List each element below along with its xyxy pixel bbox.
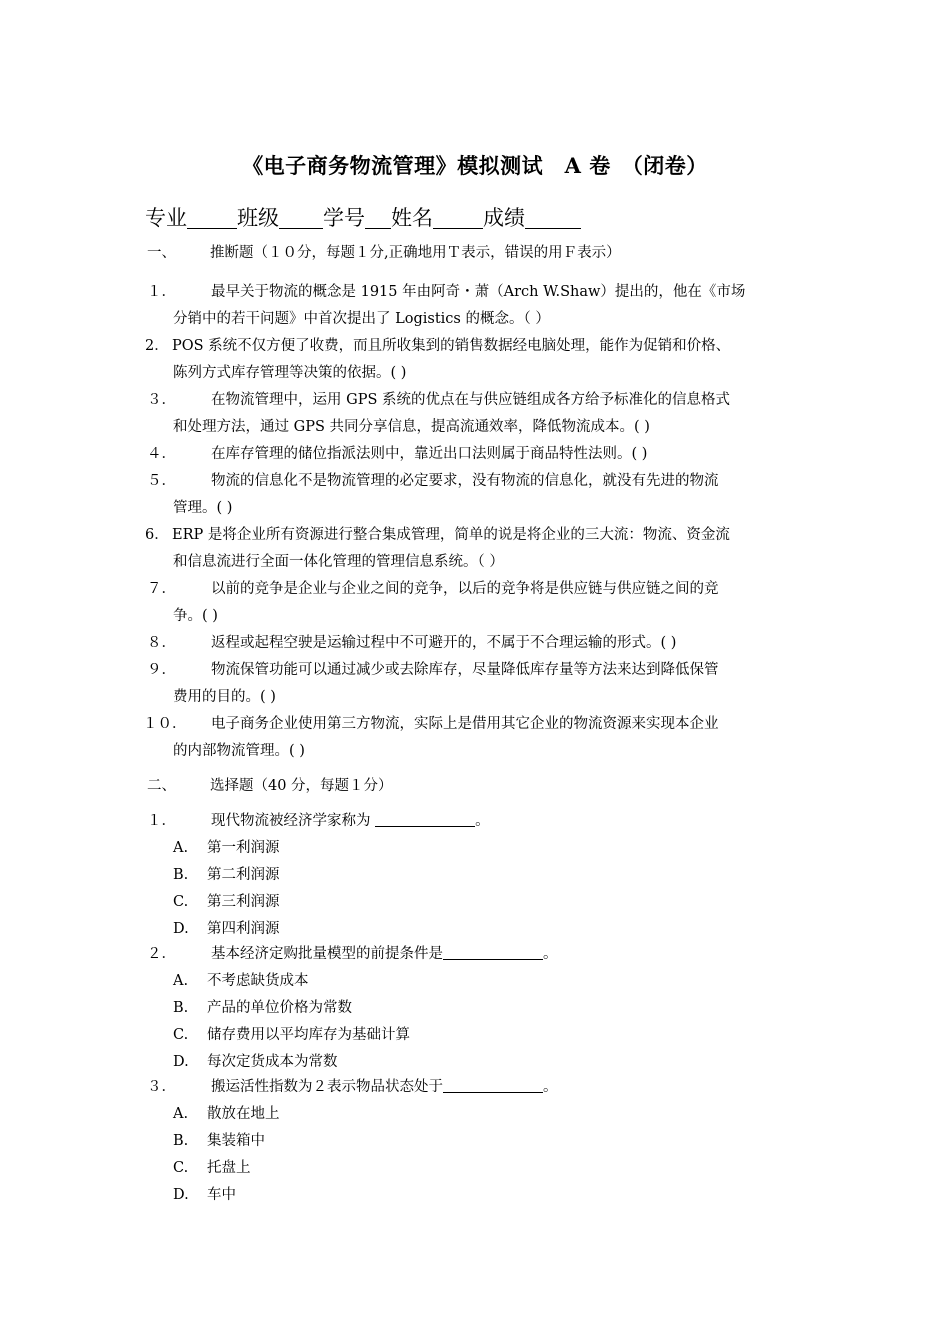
judge-item-7-cont: 争。( ) (173, 608, 218, 624)
section2-heading (147, 776, 393, 796)
section2-index: 二、 (147, 778, 176, 794)
section1-heading (147, 243, 621, 263)
judge-item-1-cont: 分销中的若干问题》中首次提出了 Logistics 的概念。（ ） (173, 311, 550, 327)
section1-index: 一、 (147, 245, 176, 261)
choice-question-2: ２． 基本经济定购批量模型的前提条件是 。 (147, 946, 558, 962)
option-3b[interactable]: B. 集装箱中 (173, 1133, 265, 1149)
judge-item-8: ８． 返程或起程空驶是运输过程中不可避开的，不属于不合理运输的形式。( ) (147, 635, 677, 651)
judge-item-5: ５． 物流的信息化不是物流管理的必定要求，没有物流的信息化，就没有先进的物流 (147, 473, 719, 489)
class-label: 班级 (237, 206, 279, 230)
judge-item-9-cont: 费用的目的。( ) (173, 689, 276, 705)
judge-item-2: 2． POS 系统不仅方便了收费，而且所收集到的销售数据经电脑处理，能作为促销和价格、 (145, 338, 731, 354)
option-1a[interactable]: A. 第一利润源 (173, 840, 280, 856)
option-2a[interactable]: A. 不考虑缺货成本 (173, 973, 309, 989)
judge-item-6: 6． ERP 是将企业所有资源进行整合集成管理，简单的说是将企业的三大流：物流、资金流 (145, 527, 730, 543)
answer-blank[interactable] (443, 945, 543, 960)
class-blank[interactable] (279, 206, 323, 229)
score-blank[interactable] (525, 206, 581, 229)
name-label: 姓名 (391, 206, 433, 230)
choice-question-3: ３． 搬运活性指数为２表示物品状态处于 。 (147, 1079, 558, 1095)
judge-item-3-cont: 和处理方法，通过 GPS 共同分享信息，提高流通效率，降低物流成本。( ) (173, 419, 650, 435)
section1-title: 推断题（１０分，每题１分,正确地用Ｔ表示，错误的用Ｆ表示） (210, 245, 621, 261)
judge-item-7: ７． 以前的竞争是企业与企业之间的竞争，以后的竞争将是供应链与供应链之间的竞 (147, 581, 719, 597)
major-blank[interactable] (187, 206, 237, 229)
judge-item-6-cont: 和信息流进行全面一体化管理的管理信息系统。（ ） (173, 554, 504, 570)
answer-blank[interactable] (375, 812, 475, 827)
judge-item-4: ４． 在库存管理的储位指派法则中，靠近出口法则属于商品特性法则。( ) (147, 446, 648, 462)
judge-item-5-cont: 管理。( ) (173, 500, 233, 516)
option-2b[interactable]: B. 产品的单位价格为常数 (173, 1000, 352, 1016)
option-2c[interactable]: C. 储存费用以平均库存为基础计算 (173, 1027, 410, 1043)
section2-title: 选择题（40 分，每题１分） (210, 778, 393, 794)
option-1b[interactable]: B. 第二利润源 (173, 867, 280, 883)
judge-item-9: ９． 物流保管功能可以通过减少或去除库存，尽量降低库存量等方法来达到降低保管 (147, 662, 719, 678)
student-id-blank[interactable] (365, 206, 391, 229)
option-2d[interactable]: D. 每次定货成本为常数 (173, 1054, 338, 1070)
judge-item-10-cont: 的内部物流管理。( ) (173, 743, 305, 759)
score-label: 成绩 (483, 206, 525, 230)
choice-question-1: １． 现代物流被经济学家称为 。 (147, 813, 490, 829)
option-1d[interactable]: D. 第四利润源 (173, 921, 280, 937)
student-id-label: 学号 (323, 206, 365, 230)
judge-item-1: １． 最早关于物流的概念是 1915 年由阿奇・萧（Arch W.Shaw）提出的，他在《市场 (147, 284, 746, 300)
judge-item-2-cont: 陈列方式库存管理等决策的依据。( ) (173, 365, 407, 381)
judge-item-10: １０． 电子商务企业使用第三方物流，实际上是借用其它企业的物流资源来实现本企业 (143, 716, 719, 732)
option-1c[interactable]: C. 第三利润源 (173, 894, 280, 910)
name-blank[interactable] (433, 206, 483, 229)
option-3d[interactable]: D. 车中 (173, 1187, 236, 1203)
option-3a[interactable]: A. 散放在地上 (173, 1106, 280, 1122)
option-3c[interactable]: C. 托盘上 (173, 1160, 251, 1176)
answer-blank[interactable] (443, 1078, 543, 1093)
major-label: 专业 (145, 206, 187, 230)
student-info-line (145, 202, 581, 232)
page-title: 《电子商务物流管理》模拟测试 A 卷 （闭卷） (242, 153, 708, 178)
judge-item-3: ３． 在物流管理中，运用 GPS 系统的优点在与供应链组成各方给予标准化的信息格式 (147, 392, 730, 408)
